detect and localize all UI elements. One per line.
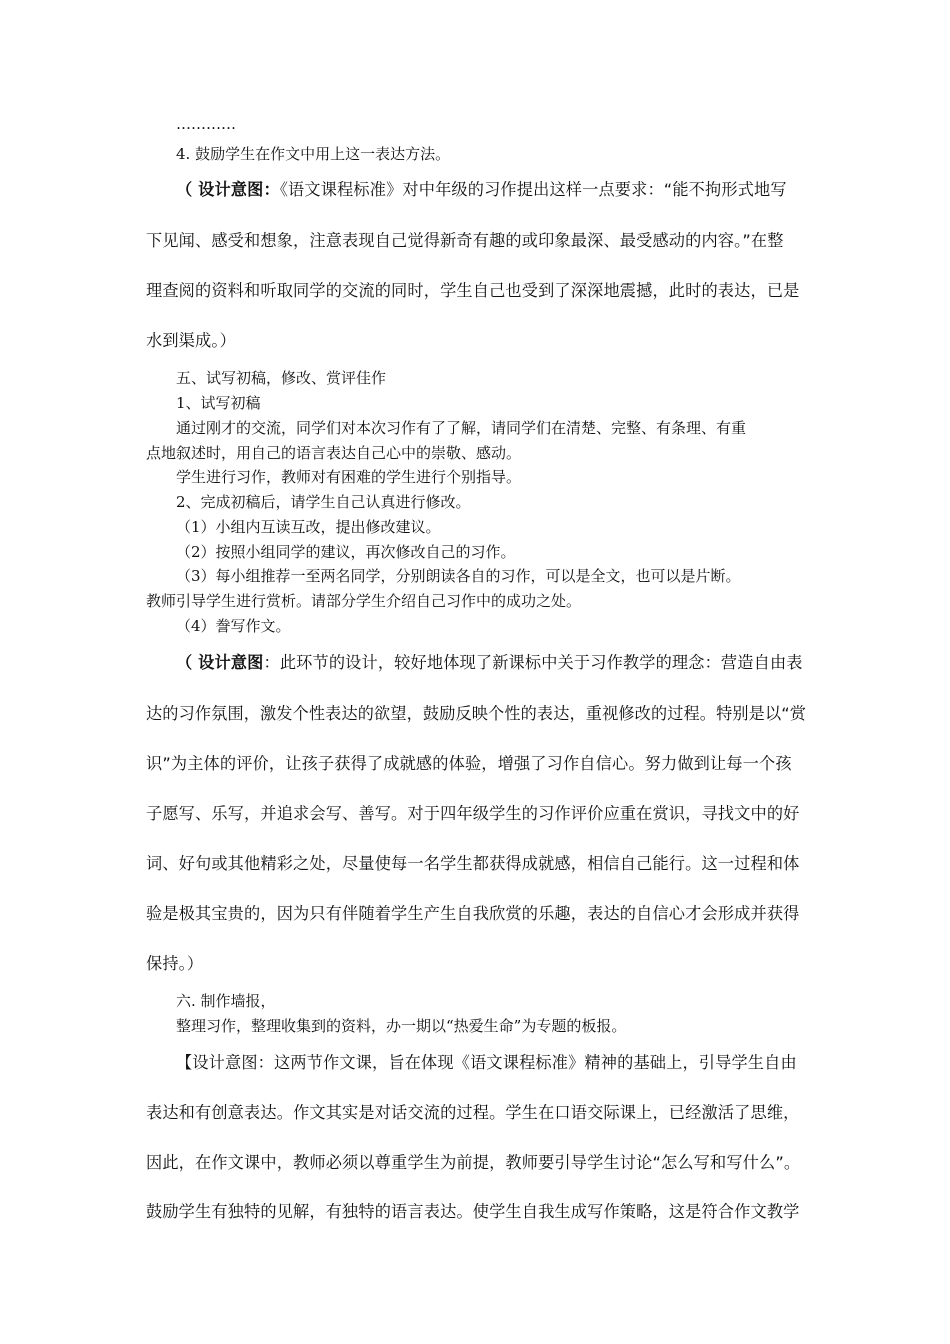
intent-1-text: 《语文课程标准》对中年级的习作提出这样一点要求：“能不拘形式地写 [279, 180, 787, 199]
intent-1-line-4: 水到渠成。） [146, 331, 236, 350]
section-6-heading: 六. 制作墙报， [176, 992, 276, 1010]
intent-3-line-4: 鼓励学生有独特的见解，有独特的语言表达。使学生自我生成写作策略，这是符合作文教学 [146, 1202, 800, 1221]
intent-1-label: （ 设计意图： [176, 180, 280, 199]
intent-2-line-6: 验是极其宝贵的，因为只有伴随着学生产生自我欣赏的乐趣，表达的自信心才会形成并获得 [146, 904, 800, 923]
step-4-line: 4. 鼓励学生在作文中用上这一表达方法。 [176, 145, 451, 163]
para-2-line: 学生进行习作，教师对有困难的学生进行个别指导。 [176, 468, 522, 486]
intent-3-line-2: 表达和有创意表达。作文其实是对话交流的过程。学生在口语交际课上，已经激活了思维， [146, 1103, 800, 1122]
sub-4-line: （4）誊写作文。 [176, 617, 291, 635]
sub-3-line-1: （3）每小组推荐一至两名同学，分别朗读各自的习作，可以是全文，也可以是片断。 [176, 567, 741, 585]
sub-2-line: （2）按照小组同学的建议，再次修改自己的习作。 [176, 543, 516, 561]
intent-1-line-3: 理查阅的资料和听取同学的交流的同时，学生自己也受到了深深地震撼，此时的表达，已是 [146, 281, 800, 300]
intent-1-line-2: 下见闻、感受和想象，注意表现自己觉得新奇有趣的或印象最深、最受感动的内容。”在整 [146, 231, 784, 250]
intent-2-label: （ 设计意图 [176, 653, 264, 672]
step-2-heading: 2、完成初稿后，请学生自己认真进行修改。 [176, 493, 471, 511]
intent-2-line-5: 词、好句或其他精彩之处，尽量使每一名学生都获得成就感，相信自己能行。这一过程和体 [146, 854, 800, 873]
intent-2-line-7: 保持。） [146, 954, 204, 973]
sub-3-line-2: 教师引导学生进行赏析。请部分学生介绍自己习作中的成功之处。 [146, 592, 582, 610]
step-1-heading: 1、试写初稿 [176, 394, 261, 412]
intent-1-line-1 [176, 176, 787, 200]
intent-2-line-3: 识”为主体的评价，让孩子获得了成就感的体验，增强了习作自信心。努力做到让每一个孩 [146, 754, 792, 773]
intent-2-text: ：此环节的设计，较好地体现了新课标中关于习作教学的理念：营造自由表 [263, 653, 803, 672]
intent-2-line-4: 子愿写、乐写，并追求会写、善写。对于四年级学生的习作评价应重在赏识，寻找文中的好 [146, 804, 800, 823]
para-1-line-1: 通过刚才的交流，同学们对本次习作有了了解，请同学们在清楚、完整、有条理、有重 [176, 419, 747, 437]
intent-3-line-3: 因此，在作文课中，教师必须以尊重学生为前提，教师要引导学生讨论“怎么写和写什么”。 [146, 1153, 801, 1172]
section-5-heading: 五、试写初稿，修改、赏评佳作 [176, 369, 387, 387]
sub-1-line: （1）小组内互读互改，提出修改建议。 [176, 518, 441, 536]
para-1-line-2: 点地叙述时，用自己的语言表达自己心中的崇敬、感动。 [146, 444, 522, 462]
ellipsis-line: ………… [176, 115, 236, 133]
intent-2-line-1 [176, 649, 803, 673]
intent-2-line-2: 达的习作氛围，激发个性表达的欲望，鼓励反映个性的表达，重视修改的过程。特别是以“赏 [146, 704, 807, 723]
intent-3-line-1: 【设计意图：这两节作文课，旨在体现《语文课程标准》精神的基础上，引导学生自由 [176, 1053, 797, 1072]
section-6-para: 整理习作，整理收集到的资料，办一期以“热爱生命”为专题的板报。 [176, 1017, 627, 1035]
